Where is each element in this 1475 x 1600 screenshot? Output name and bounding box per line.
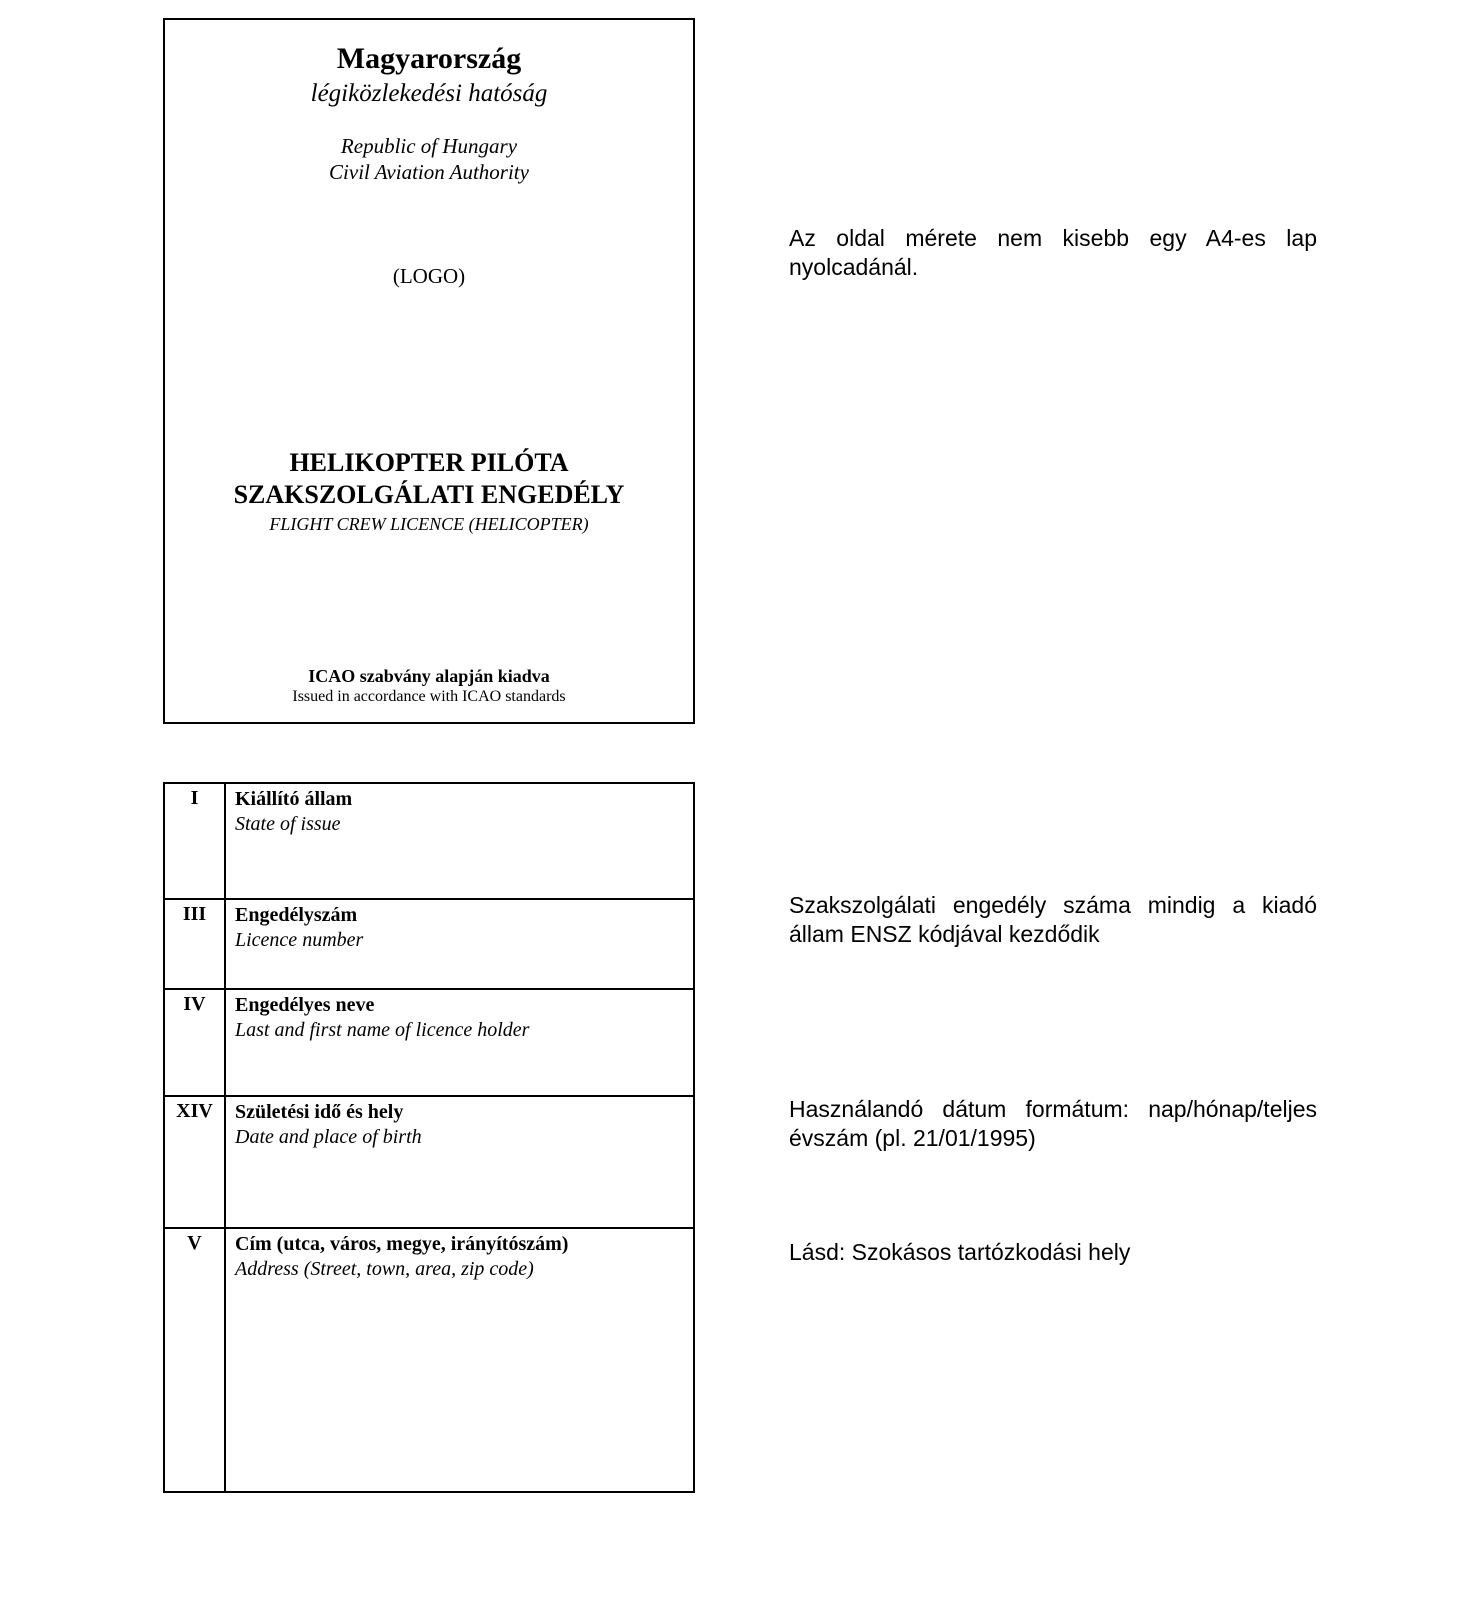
field-label-en: State of issue	[235, 813, 341, 835]
licence-cover-page	[163, 18, 695, 724]
field-label-cell	[225, 989, 694, 1096]
note-residence: Lásd: Szokásos tartózkodási hely	[789, 1239, 1131, 1265]
field-label-hu: Engedélyes neve	[235, 994, 375, 1016]
field-label-hu: Cím (utca, város, megye, irányítószám)	[235, 1233, 569, 1255]
note-licence-number: Szakszolgálati engedély száma mindig a kiadó állam ENSZ kódjával kezdődik	[789, 892, 1317, 947]
field-number: V	[164, 1228, 225, 1492]
cover-authority: légiközlekedési hatóság	[310, 80, 548, 107]
field-number: III	[164, 899, 225, 989]
field-row-birth-date-place	[164, 1096, 694, 1228]
field-number: IV	[164, 989, 225, 1096]
cover-icao-hu: ICAO szabvány alapján kiadva	[308, 666, 550, 686]
field-number: I	[164, 783, 225, 899]
cover-title-en: FLIGHT CREW LICENCE (HELICOPTER)	[269, 514, 589, 534]
field-number: XIV	[164, 1096, 225, 1228]
field-label-hu: Kiállító állam	[235, 788, 353, 810]
field-row-licence-number	[164, 899, 694, 989]
cover-country: Magyarország	[336, 42, 522, 75]
cover-authority-en-line2: Civil Aviation Authority	[329, 160, 529, 184]
cover-icao-en: Issued in accordance with ICAO standards	[292, 688, 566, 705]
cover-authority-en-line1: Republic of Hungary	[340, 134, 518, 158]
field-label-en: Licence number	[235, 929, 364, 951]
note-date-format: Használandó dátum formátum: nap/hónap/teljes évszám (pl. 21/01/1995)	[789, 1096, 1317, 1151]
logo-placeholder: (LOGO)	[392, 264, 466, 288]
field-label-cell	[225, 1228, 694, 1492]
field-label-en: Date and place of birth	[235, 1126, 422, 1148]
cover-title-line2: SZAKSZOLGÁLATI ENGEDÉLY	[233, 480, 625, 509]
cover-title-line1: HELIKOPTER PILÓTA	[289, 448, 569, 477]
field-label-en: Address (Street, town, area, zip code)	[235, 1258, 534, 1280]
field-row-address	[164, 1228, 694, 1492]
field-label-cell	[225, 899, 694, 989]
field-label-cell	[225, 783, 694, 899]
field-label-hu: Engedélyszám	[235, 904, 358, 926]
field-label-en: Last and first name of licence holder	[235, 1019, 530, 1041]
note-page-size: Az oldal mérete nem kisebb egy A4-es lap nyolcadánál.	[789, 225, 1317, 280]
field-row-state-of-issue	[164, 783, 694, 899]
licence-fields-table	[163, 782, 695, 1493]
field-row-holder-name	[164, 989, 694, 1096]
field-label-hu: Születési idő és hely	[235, 1101, 404, 1123]
field-label-cell	[225, 1096, 694, 1228]
